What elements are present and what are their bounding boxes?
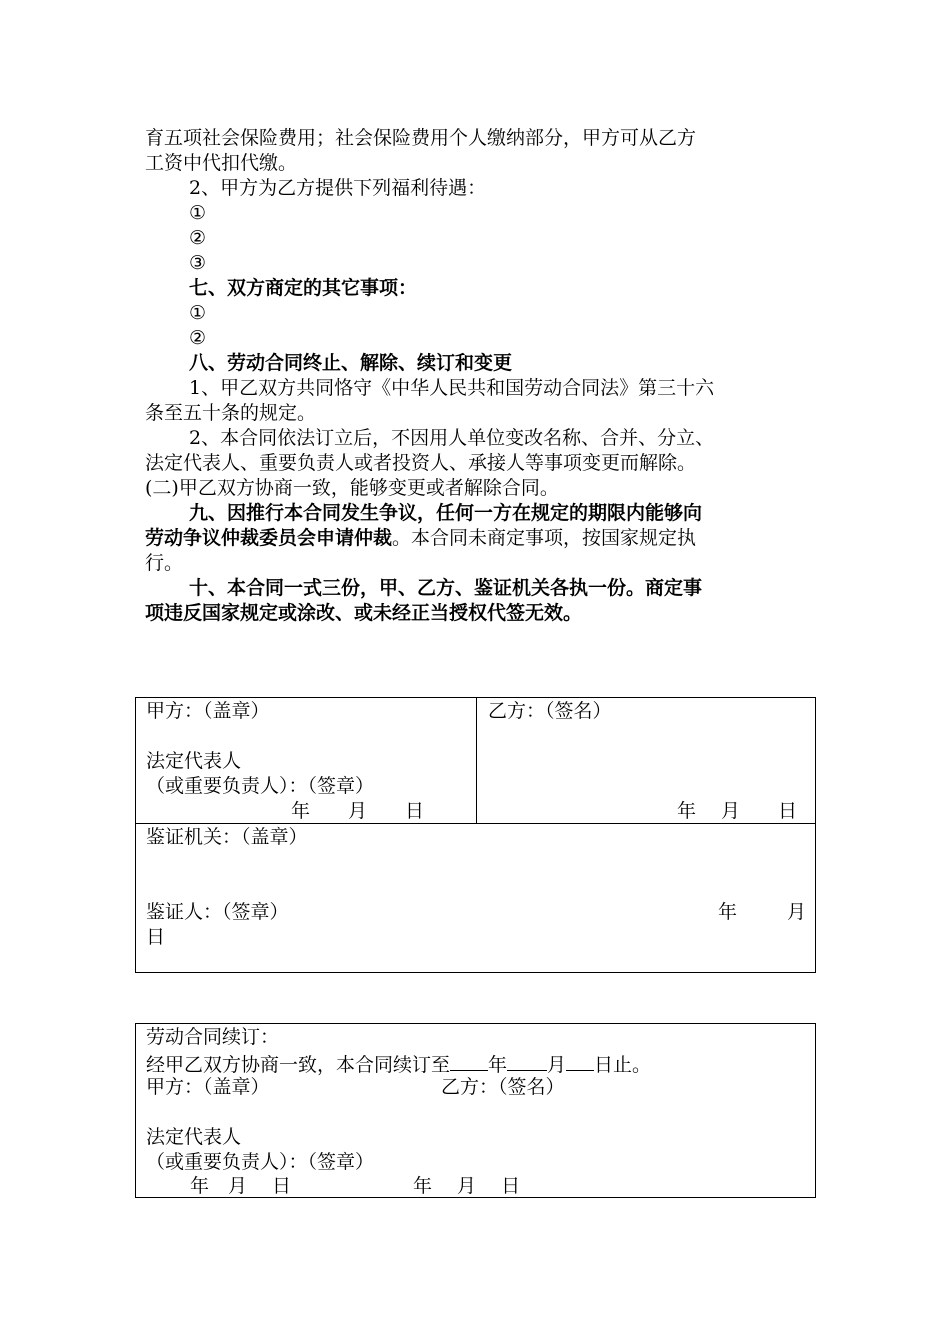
text-normal-part: 。本合同未商定事项，按国家规定执 xyxy=(392,527,697,549)
responsible-label: （或重要负责人）：（签章） xyxy=(146,775,375,797)
renewal-table xyxy=(135,1023,816,1198)
party-a-label: 甲方：（盖章） xyxy=(146,700,270,722)
renewal-legal-rep: 法定代表人 xyxy=(146,1126,242,1148)
renewal-party-b: 乙方：（签名） xyxy=(441,1076,565,1098)
date-b: 年 月 日 xyxy=(677,800,798,822)
date-a: 年 月 日 xyxy=(291,800,425,822)
notary-date-month: 月 xyxy=(787,901,807,923)
year-blank[interactable] xyxy=(450,1050,488,1071)
text-line: ① xyxy=(189,302,207,324)
renewal-statement xyxy=(146,1050,651,1077)
renewal-responsible: （或重要负责人）：（签章） xyxy=(146,1151,375,1173)
table-divider xyxy=(136,823,815,824)
text-line: ② xyxy=(189,327,207,349)
text-line: (二)甲乙双方协商一致，能够变更或者解除合同。 xyxy=(145,477,559,499)
renewal-month-unit: 月 xyxy=(547,1054,567,1076)
renewal-day-end: 日止。 xyxy=(594,1054,652,1076)
renewal-year-unit: 年 xyxy=(488,1054,508,1076)
renewal-date-a: 年 月 日 xyxy=(190,1175,292,1197)
text-line: ① xyxy=(189,202,207,224)
legal-rep-label: 法定代表人 xyxy=(146,750,242,772)
notary-person-label: 鉴证人：（签章） xyxy=(146,901,289,923)
day-blank[interactable] xyxy=(566,1050,594,1071)
renewal-title: 劳动合同续订： xyxy=(146,1026,280,1048)
notary-org-label: 鉴证机关：（盖章） xyxy=(146,826,308,848)
notary-date-day: 日 xyxy=(146,926,166,948)
text-line: ② xyxy=(189,227,207,249)
signature-table xyxy=(135,697,816,973)
text-line: 条至五十条的规定。 xyxy=(145,402,317,424)
text-line xyxy=(145,526,815,550)
notary-date-year: 年 xyxy=(718,901,738,923)
renewal-date-b: 年 月 日 xyxy=(413,1175,521,1197)
text-line: 工资中代扣代缴。 xyxy=(145,152,298,174)
section-heading: 七、双方商定的其它事项： xyxy=(189,277,418,299)
text-line: 行。 xyxy=(145,552,184,574)
section-heading: 九、因推行本合同发生争议，任何一方在规定的期限内能够向 xyxy=(189,502,703,524)
text-line: 2、本合同依法订立后，不因用人单位变改名称、合并、分立、 xyxy=(189,427,715,449)
section-heading: 十、本合同一式三份，甲、乙方、鉴证机关各执一份。商定事 xyxy=(189,577,703,599)
party-b-label: 乙方：（签名） xyxy=(488,700,612,722)
text-line: ③ xyxy=(189,252,207,274)
month-blank[interactable] xyxy=(507,1050,547,1071)
section-heading: 八、劳动合同终止、解除、续订和变更 xyxy=(189,352,513,374)
text-line: 2、甲方为乙方提供下列福利待遇： xyxy=(189,177,487,199)
table-divider xyxy=(476,698,477,823)
renewal-prefix: 经甲乙双方协商一致，本合同续订至 xyxy=(146,1054,451,1076)
text-line: 法定代表人、重要负责人或者投资人、承接人等事项变更而解除。 xyxy=(145,452,697,474)
renewal-party-a: 甲方：（盖章） xyxy=(146,1076,270,1098)
text-line: 1、甲乙双方共同恪守《中华人民共和国劳动合同法》第三十六 xyxy=(189,377,715,399)
text-line: 育五项社会保险费用；社会保险费用个人缴纳部分，甲方可从乙方 xyxy=(145,127,697,149)
text-bold-part: 劳动争议仲裁委员会申请仲裁 xyxy=(145,527,393,549)
section-heading: 项违反国家规定或涂改、或未经正当授权代签无效。 xyxy=(145,602,583,624)
